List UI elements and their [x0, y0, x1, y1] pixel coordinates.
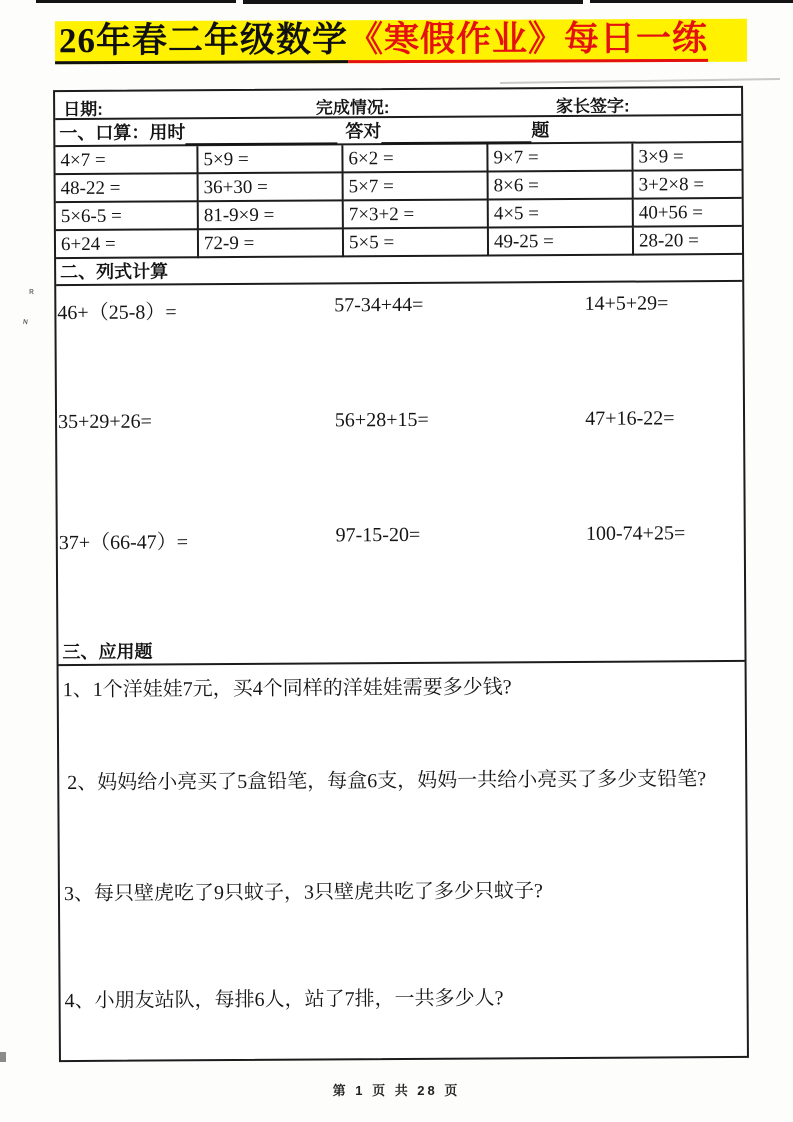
oral-problem: 3×9 =: [633, 143, 741, 172]
calc-problem: 37+（66-47）=: [58, 531, 189, 555]
section1-suffix-label: 题: [531, 120, 550, 141]
oral-problem: 4×7 =: [55, 146, 198, 175]
scan-artifact-mark: ɴ: [22, 315, 29, 327]
oral-problem: 8×6 =: [489, 172, 634, 201]
oral-problem: 9×7 =: [488, 144, 633, 173]
oral-problem: 5×9 =: [198, 145, 343, 174]
scan-artifact-mark: ʀ: [29, 286, 34, 296]
oral-problem: 49-25 =: [489, 228, 634, 257]
calc-problem: 56+28+15=: [334, 408, 429, 432]
oral-problem: 5×7 =: [344, 172, 489, 201]
section3-heading: 三、应用题: [58, 635, 744, 666]
calc-problem: 35+29+26=: [57, 410, 152, 434]
scan-artifact-line: [36, 0, 236, 3]
oral-problem: 7×3+2 =: [344, 200, 489, 229]
calc-problem: 100-74+25=: [585, 522, 686, 545]
oral-problem: 48-22 =: [56, 174, 199, 203]
signature-label: 家长签字:: [555, 96, 630, 117]
time-blank-line: [185, 126, 337, 145]
completion-label: 完成情况:: [315, 98, 390, 118]
oral-problem: 40+56 =: [634, 199, 742, 228]
calc-row: [56, 288, 743, 407]
scan-artifact-line: [243, 0, 583, 4]
correct-count-blank-line: [381, 125, 531, 144]
calc-problem: 47+16-22=: [585, 407, 675, 430]
title-red-part: 《寒假作业》每日一练: [348, 19, 708, 63]
oral-problem: 5×6-5 =: [56, 202, 199, 231]
oral-problem: 72-9 =: [199, 229, 344, 258]
word-problem-area: [59, 662, 747, 1060]
scan-artifact-line: [590, 0, 793, 3]
calc-problem: 14+5+29=: [584, 292, 669, 315]
calc-row: [58, 518, 745, 637]
oral-problem: 5×5 =: [344, 228, 489, 257]
title-black-part: 26年春二年级数学: [55, 20, 348, 64]
page-title: [55, 19, 747, 64]
date-label: 日期:: [63, 99, 103, 120]
calc-problem: 57-34+44=: [334, 293, 424, 317]
oral-problem: 81-9×9 =: [199, 201, 344, 230]
calc-row: [57, 403, 744, 522]
oral-problem: 36+30 =: [199, 173, 344, 202]
section1-heading-prefix: 一、口算：用时: [59, 122, 186, 144]
word-problem: 1、1个洋娃娃7元，买4个同样的洋娃娃需要多少钱?: [62, 676, 512, 702]
section2-heading: 二、列式计算: [56, 255, 742, 286]
section1-mid-label: 答对: [345, 121, 382, 142]
word-problem: 3、每只壁虎吃了9只蚊子，3只壁虎共吃了多少只蚊子?: [63, 880, 543, 906]
word-problem: 4、小朋友站队，每排6人，站了7排，一共多少人?: [64, 987, 504, 1013]
page-number: 第 1 页 共 28 页: [332, 1083, 461, 1098]
oral-problem: 6+24 =: [56, 230, 199, 259]
section1-heading: [55, 116, 741, 147]
scan-artifact-smudge: [500, 78, 780, 84]
oral-problem: 28-20 =: [634, 227, 742, 256]
scan-artifact-dot: [0, 1052, 6, 1062]
oral-problem: 4×5 =: [489, 200, 634, 229]
worksheet-table: [53, 86, 749, 1062]
calc-problem: 46+（25-8）=: [57, 301, 177, 325]
oral-calc-grid: [55, 143, 742, 259]
column-calc-area: [56, 282, 744, 639]
oral-problem: 3+2×8 =: [634, 171, 742, 200]
calc-problem: 97-15-20=: [335, 523, 421, 547]
oral-problem: 6×2 =: [343, 144, 488, 173]
word-problem: 2、妈妈给小亮买了5盒铅笔，每盒6支，妈妈一共给小亮买了多少支铅笔?: [67, 768, 707, 795]
info-row: [55, 88, 741, 120]
